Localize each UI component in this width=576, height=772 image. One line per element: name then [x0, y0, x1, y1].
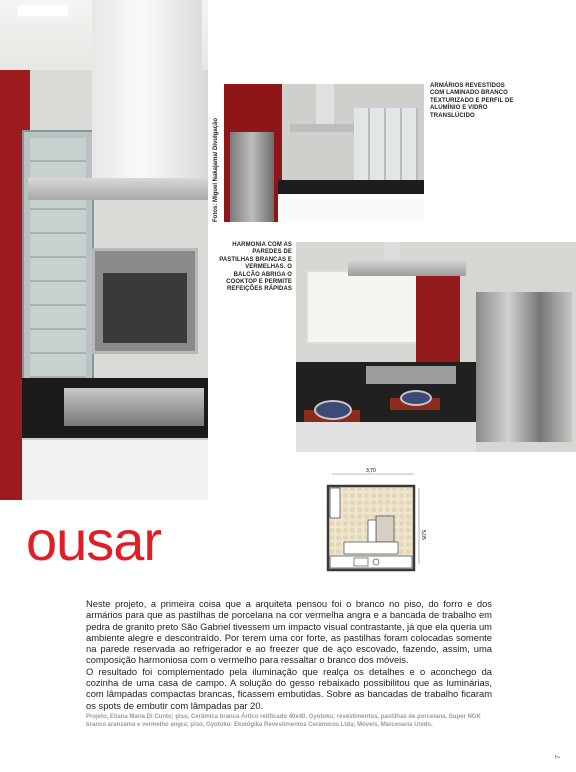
page-number [555, 749, 567, 761]
kitchen-photo-counter [296, 242, 576, 452]
paragraph: Neste projeto, a primeira coisa que a arquiteta pensou foi o branco no piso, do forro e dos armários para que as pastilhas de porcelana na cor vermelha angra e a bancada de trabalho em pedra de granito preto São Gabriel tivessem um impacto visual contrastante, já que ela queria um ambiente alegre e descontraído. Por terem uma cor forte, as pastilhas foram colocadas somente na parede reservada ao refrigerador e ao freezer que de aço escovado, fazendo, assim, uma composição harmoniosa com o vermelho para ressaltar o branco dos móveis. [86, 598, 492, 666]
paragraph: O resultado foi complementado pela iluminação que realça os detalhes e o aconchego da cozinha de uma casa de campo. A solução do gesso rebaixado possibilitou que as luminárias, com lâmpadas compactas brancas, ficassem embutidas. Sobre as bancadas de trabalho ficaram os spots de embutir com lâmpadas par 20. [86, 665, 492, 711]
kitchen-photo-main [0, 0, 208, 500]
caption-cabinets: ARMÁRIOS REVESTIDOS COM LAMINADO BRANCO TEXTURIZADO E PERFIL DE ALUMÍNIO E VIDRO TRANSLÚCIDO [430, 83, 514, 119]
caption-counter: HARMONIA COM AS PAREDES DE PASTILHAS BRANCAS E VERMELHAS. O BALCÃO ABRIGA O COOKTOP E PERMITE REFEIÇÕES RÁPIDAS [219, 242, 292, 293]
floor-plan-width: 3,70 [366, 468, 376, 474]
floor-plan-depth: 5,05 [420, 530, 426, 540]
kitchen-photo-cabinets [224, 84, 424, 222]
photo-credit [213, 86, 223, 222]
page-number-text: 7 [555, 755, 562, 759]
floor-plan [314, 464, 432, 580]
headline: ousar [26, 509, 162, 572]
photo-credit-text: Fotos: Miguel Nakajama/ Divulgação [213, 117, 219, 222]
project-credits: Projeto, Eliana Maria Di Cunto; piso, Cerâmica branca Ártico retificado 40x40, Gyotoku; revestimentos, pastilhas de porcelana, Super NGK branco aranzama e vermelho angra; piso, Gyotoku- Ekológika Revestimentos Cerâmicos Ltda; Móveis, Marcenaria Unido. [86, 714, 481, 728]
article-body [86, 598, 492, 711]
